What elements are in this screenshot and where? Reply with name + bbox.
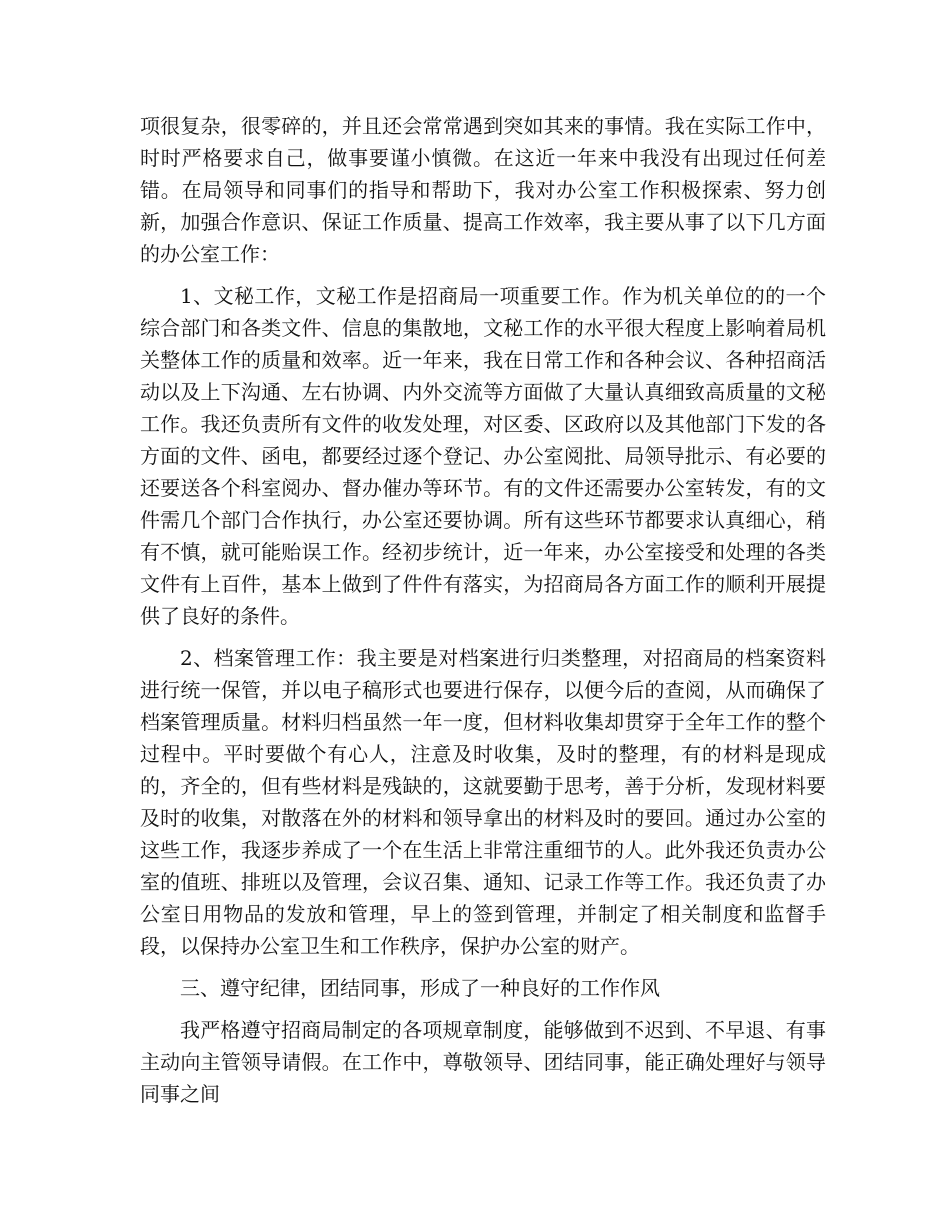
paragraph-secretarial-work: 1、文秘工作，文秘工作是招商局一项重要工作。作为机关单位的的一个综合部门和各类文件、信息的集散地，文秘工作的水平很大程度上影响着局机关整体工作的质量和效率。近一年来，我在日常工作和各种会议、各种招商活动以及上下沟通、左右协调、内外交流等方面做了大量认真细致高质量的文秘工作。我还负责所有文件的收发处理，对区委、区政府以及其他部门下发的各方面的文件、函电，都要经过逐个登记、办公室阅批、局领导批示、有必要的还要送各个科室阅办、督办催办等环节。有的文件还需要办公室转发，有的文件需几个部门合作执行，办公室还要协调。所有这些环节都要求认真细心，稍有不慎，就可能贻误工作。经初步统计，近一年来，办公室接受和处理的各类文件有上百件，基本上做到了件件有落实，为招商局各方面工作的顺利开展提供了良好的条件。 bbox=[140, 284, 826, 628]
document-page bbox=[140, 110, 826, 1110]
paragraph-discipline: 我严格遵守招商局制定的各项规章制度，能够做到不迟到、不早退、有事主动向主管领导请假。在工作中，尊敬领导、团结同事，能正确处理好与领导同事之间 bbox=[140, 1018, 826, 1106]
paragraph-archive-management: 2、档案管理工作：我主要是对档案进行归类整理，对招商局的档案资料进行统一保管，并以电子稿形式也要进行保存，以便今后的查阅，从而确保了档案管理质量。材料归档虽然一年一度，但材料收集却贯穿于全年工作的整个过程中。平时要做个有心人，注意及时收集，及时的整理，有的材料是现成的，齐全的，但有些材料是残缺的，这就要勤于思考，善于分析，发现材料要及时的收集，对散落在外的材料和领导拿出的材料及时的要回。通过办公室的这些工作，我逐步养成了一个在生活上非常注重细节的人。此外我还负责办公室的值班、排班以及管理，会议召集、通知、记录工作等工作。我还负责了办公室日用物品的发放和管理，早上的签到管理，并制定了相关制度和监督手段，以保持办公室卫生和工作秩序，保护办公室的财产。 bbox=[140, 646, 826, 958]
section-heading-discipline: 三、遵守纪律，团结同事，形成了一种良好的工作作风 bbox=[180, 976, 660, 1000]
paragraph-intro-continuation: 项很复杂，很零碎的，并且还会常常遇到突如其来的事情。我在实际工作中，时时严格要求自己，做事要谨小慎微。在这近一年来中我没有出现过任何差错。在局领导和同事们的指导和帮助下，我对办公室工作积极探索、努力创新，加强合作意识、保证工作质量、提高工作效率，我主要从事了以下几方面的办公室工作： bbox=[140, 114, 826, 266]
